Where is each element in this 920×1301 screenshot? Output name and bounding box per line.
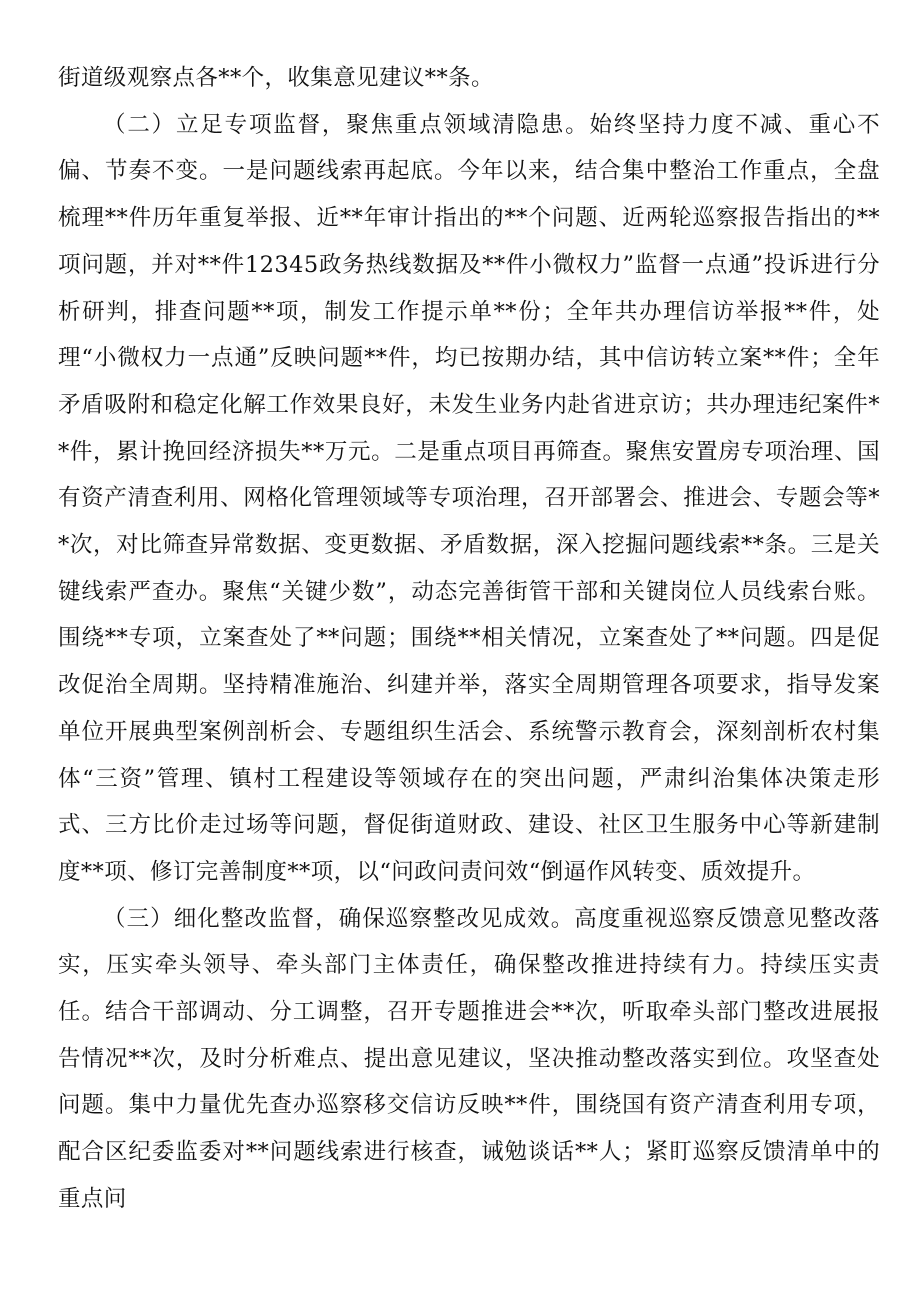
paragraph-section-two: （二）立足专项监督，聚焦重点领域清隐患。始终坚持力度不减、重心不偏、节奏不变。一是问题线索再起底。今年以来，结合集中整治工作重点，全盘梳理**件历年重复举报、近**年审计指出的**个问题、近两轮巡察报告指出的**项问题，并对**件12345政务热线数据及**件小微权力”监督一点通”投诉进行分析研判，排查问题**项，制发工作提示单**份；全年共办理信访举报**件，处理“小微权力一点通”反映问题**件，均已按期办结，其中信访转立案**件；全年矛盾吸附和稳定化解工作效果良好，未发生业务内赴省进京访；共办理违纪案件**件，累计挽回经济损失**万元。二是重点项目再筛查。聚焦安置房专项治理、国有资产清查利用、网格化管理领域等专项治理，召开部署会、推进会、专题会等**次，对比筛查异常数据、变更数据、矛盾数据，深入挖掘问题线索**条。三是关键线索严查办。聚焦“关键少数”，动态完善街管干部和关键岗位人员线索台账。围绕**专项，立案查处了**问题；围绕**相关情况，立案查处了**问题。四是促改促治全周期。坚持精准施治、纠建并举，落实全周期管理各项要求，指导发案单位开展典型案例剖析会、专题组织生活会、系统警示教育会，深刻剖析农村集体“三资”管理、镇村工程建设等领域存在的突出问题，严肃纠治集体决策走形式、三方比价走过场等问题，督促街道财政、建设、社区卫生服务中心等新建制度**项、修订完善制度**项，以“问政问责问效“倒逼作风转变、质效提升。 bbox=[58, 111, 880, 885]
paragraph-continuation: 街道级观察点各**个，收集意见建议**条。 bbox=[58, 65, 494, 91]
paragraph-section-three: （三）细化整改监督，确保巡察整改见成效。高度重视巡察反馈意见整改落实，压实牵头领导、牵头部门主体责任，确保整改推进持续有力。持续压实责任。结合干部调动、分工调整，召开专题推进会**次，听取牵头部门整改进展报告情况**次，及时分析难点、提出意见建议，坚决推动整改落实到位。攻坚查处问题。集中力量优先查办巡察移交信访反映**件，围绕国有资产清查利用专项，配合区纪委监委对**问题线索进行核查，诫勉谈话**人；紧盯巡察反馈清单中的重点问 bbox=[58, 905, 880, 1212]
